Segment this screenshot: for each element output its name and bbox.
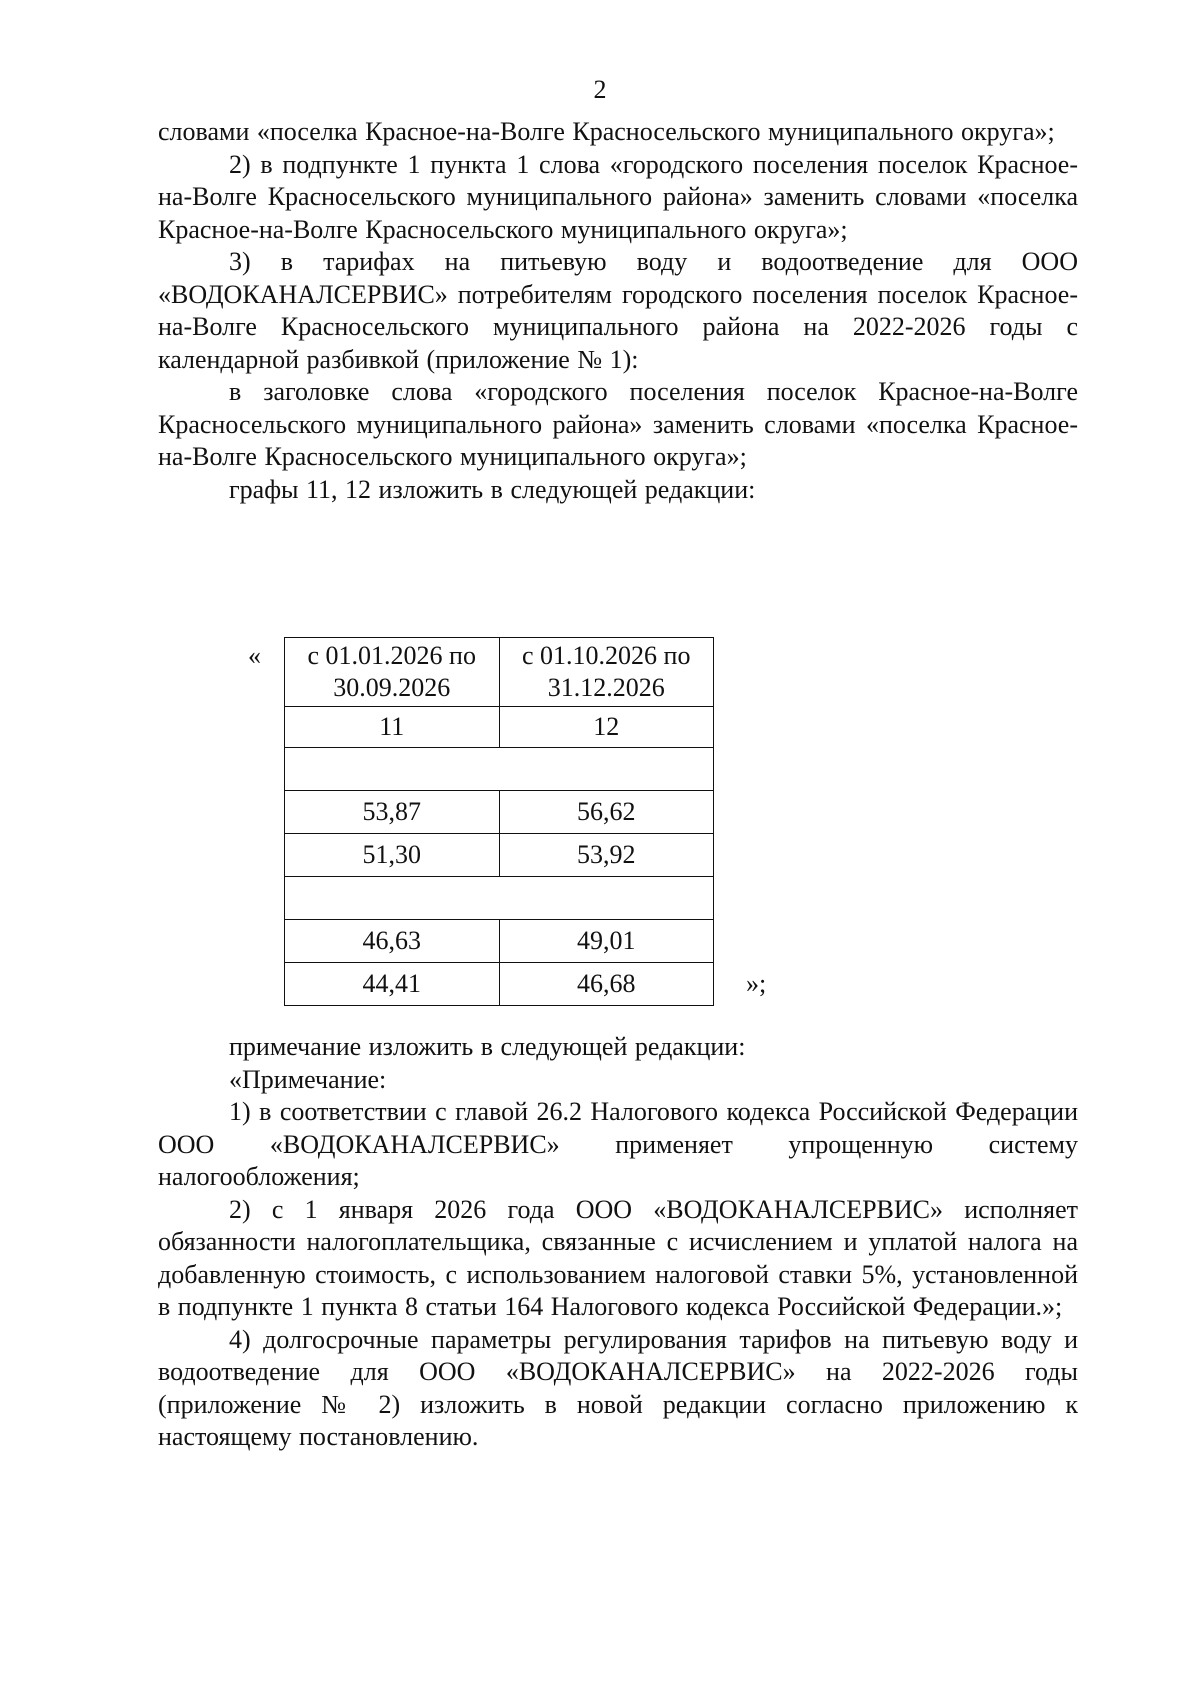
paragraph-columns-intro: графы 11, 12 изложить в следующей редакции: [229,474,756,504]
table-header-row [285,638,714,707]
table-column-number: 11 [285,707,500,748]
paragraph-note-intro: примечание изложить в следующей редакции: [229,1032,746,1061]
table-cell: 53,92 [499,834,714,877]
paragraph-item-4: 4) долгосрочные параметры регулирования тарифов на питьевую воду и водоотведение для ООО «ВОДОКАНАЛСЕРВИС» на 2022-2026 годы (приложение № 2) изложить в новой редакции согласно приложению к настоящему постановлению. [158,1324,1078,1451]
amendments-text-bottom [158,1031,1078,1454]
table-blank-cell [285,877,714,920]
table-close-quote: »; [746,969,767,998]
table-cell: 56,62 [499,791,714,834]
table-open-quote: « [248,641,261,670]
table-row [285,791,714,834]
amendments-text-top [158,116,1078,506]
table-blank-cell [285,748,714,791]
table-column-number-row [285,707,714,748]
tariff-table [284,637,714,1006]
table-column-number: 12 [499,707,714,748]
table-cell: 46,63 [285,920,500,963]
table-cell: 51,30 [285,834,500,877]
paragraph-item-2: 2) в подпункте 1 пункта 1 слова «городского поселения поселок Красное-на-Волге Красносельского муниципального района» заменить словами «поселка Красное-на-Волге Красносельского муниципального округа»; [158,149,1078,244]
table-cell: 46,68 [499,963,714,1006]
table-blank-row [285,748,714,791]
paragraph-item-3: 3) в тарифах на питьевую воду и водоотведение для ООО «ВОДОКАНАЛСЕРВИС» потребителям городского поселения поселок Красное-на-Волге Красносельского муниципального района на 2022-2026 годы с календарной разбивкой (приложение № 1): [158,247,1078,374]
table-header-cell: с 01.01.2026 по 30.09.2026 [285,638,500,707]
paragraph-note-2: 2) с 1 января 2026 года ООО «ВОДОКАНАЛСЕРВИС» исполняет обязанности налогоплательщика, связанные с исчислением и уплатой налога на добавленную стоимость, с использованием налоговой ставки 5%, установленной в подпункте 1 пункта 8 статьи 164 Налогового кодекса Российской Федерации.»; [158,1194,1078,1321]
paragraph-heading-change: в заголовке слова «городского поселения поселок Красное-на-Волге Красносельского муниципального района» заменить словами «поселка Красное-на-Волге Красносельского муниципального округа»; [158,377,1078,471]
table-row [285,920,714,963]
table-row [285,963,714,1006]
paragraph-note-heading: «Примечание: [229,1064,387,1094]
paragraph-continuation: словами «поселка Красное-на-Волге Красносельского муниципального округа»; [158,117,1055,146]
page-number: 2 [593,75,607,104]
table-header-cell: с 01.10.2026 по 31.12.2026 [499,638,714,707]
paragraph-note-1: 1) в соответствии с главой 26.2 Налогового кодекса Российской Федерации ООО «ВОДОКАНАЛСЕРВИС» применяет упрощенную систему налогообложения; [158,1097,1078,1191]
table-cell: 53,87 [285,791,500,834]
table-cell: 49,01 [499,920,714,963]
table-row [285,834,714,877]
table-blank-row [285,877,714,920]
table-cell: 44,41 [285,963,500,1006]
